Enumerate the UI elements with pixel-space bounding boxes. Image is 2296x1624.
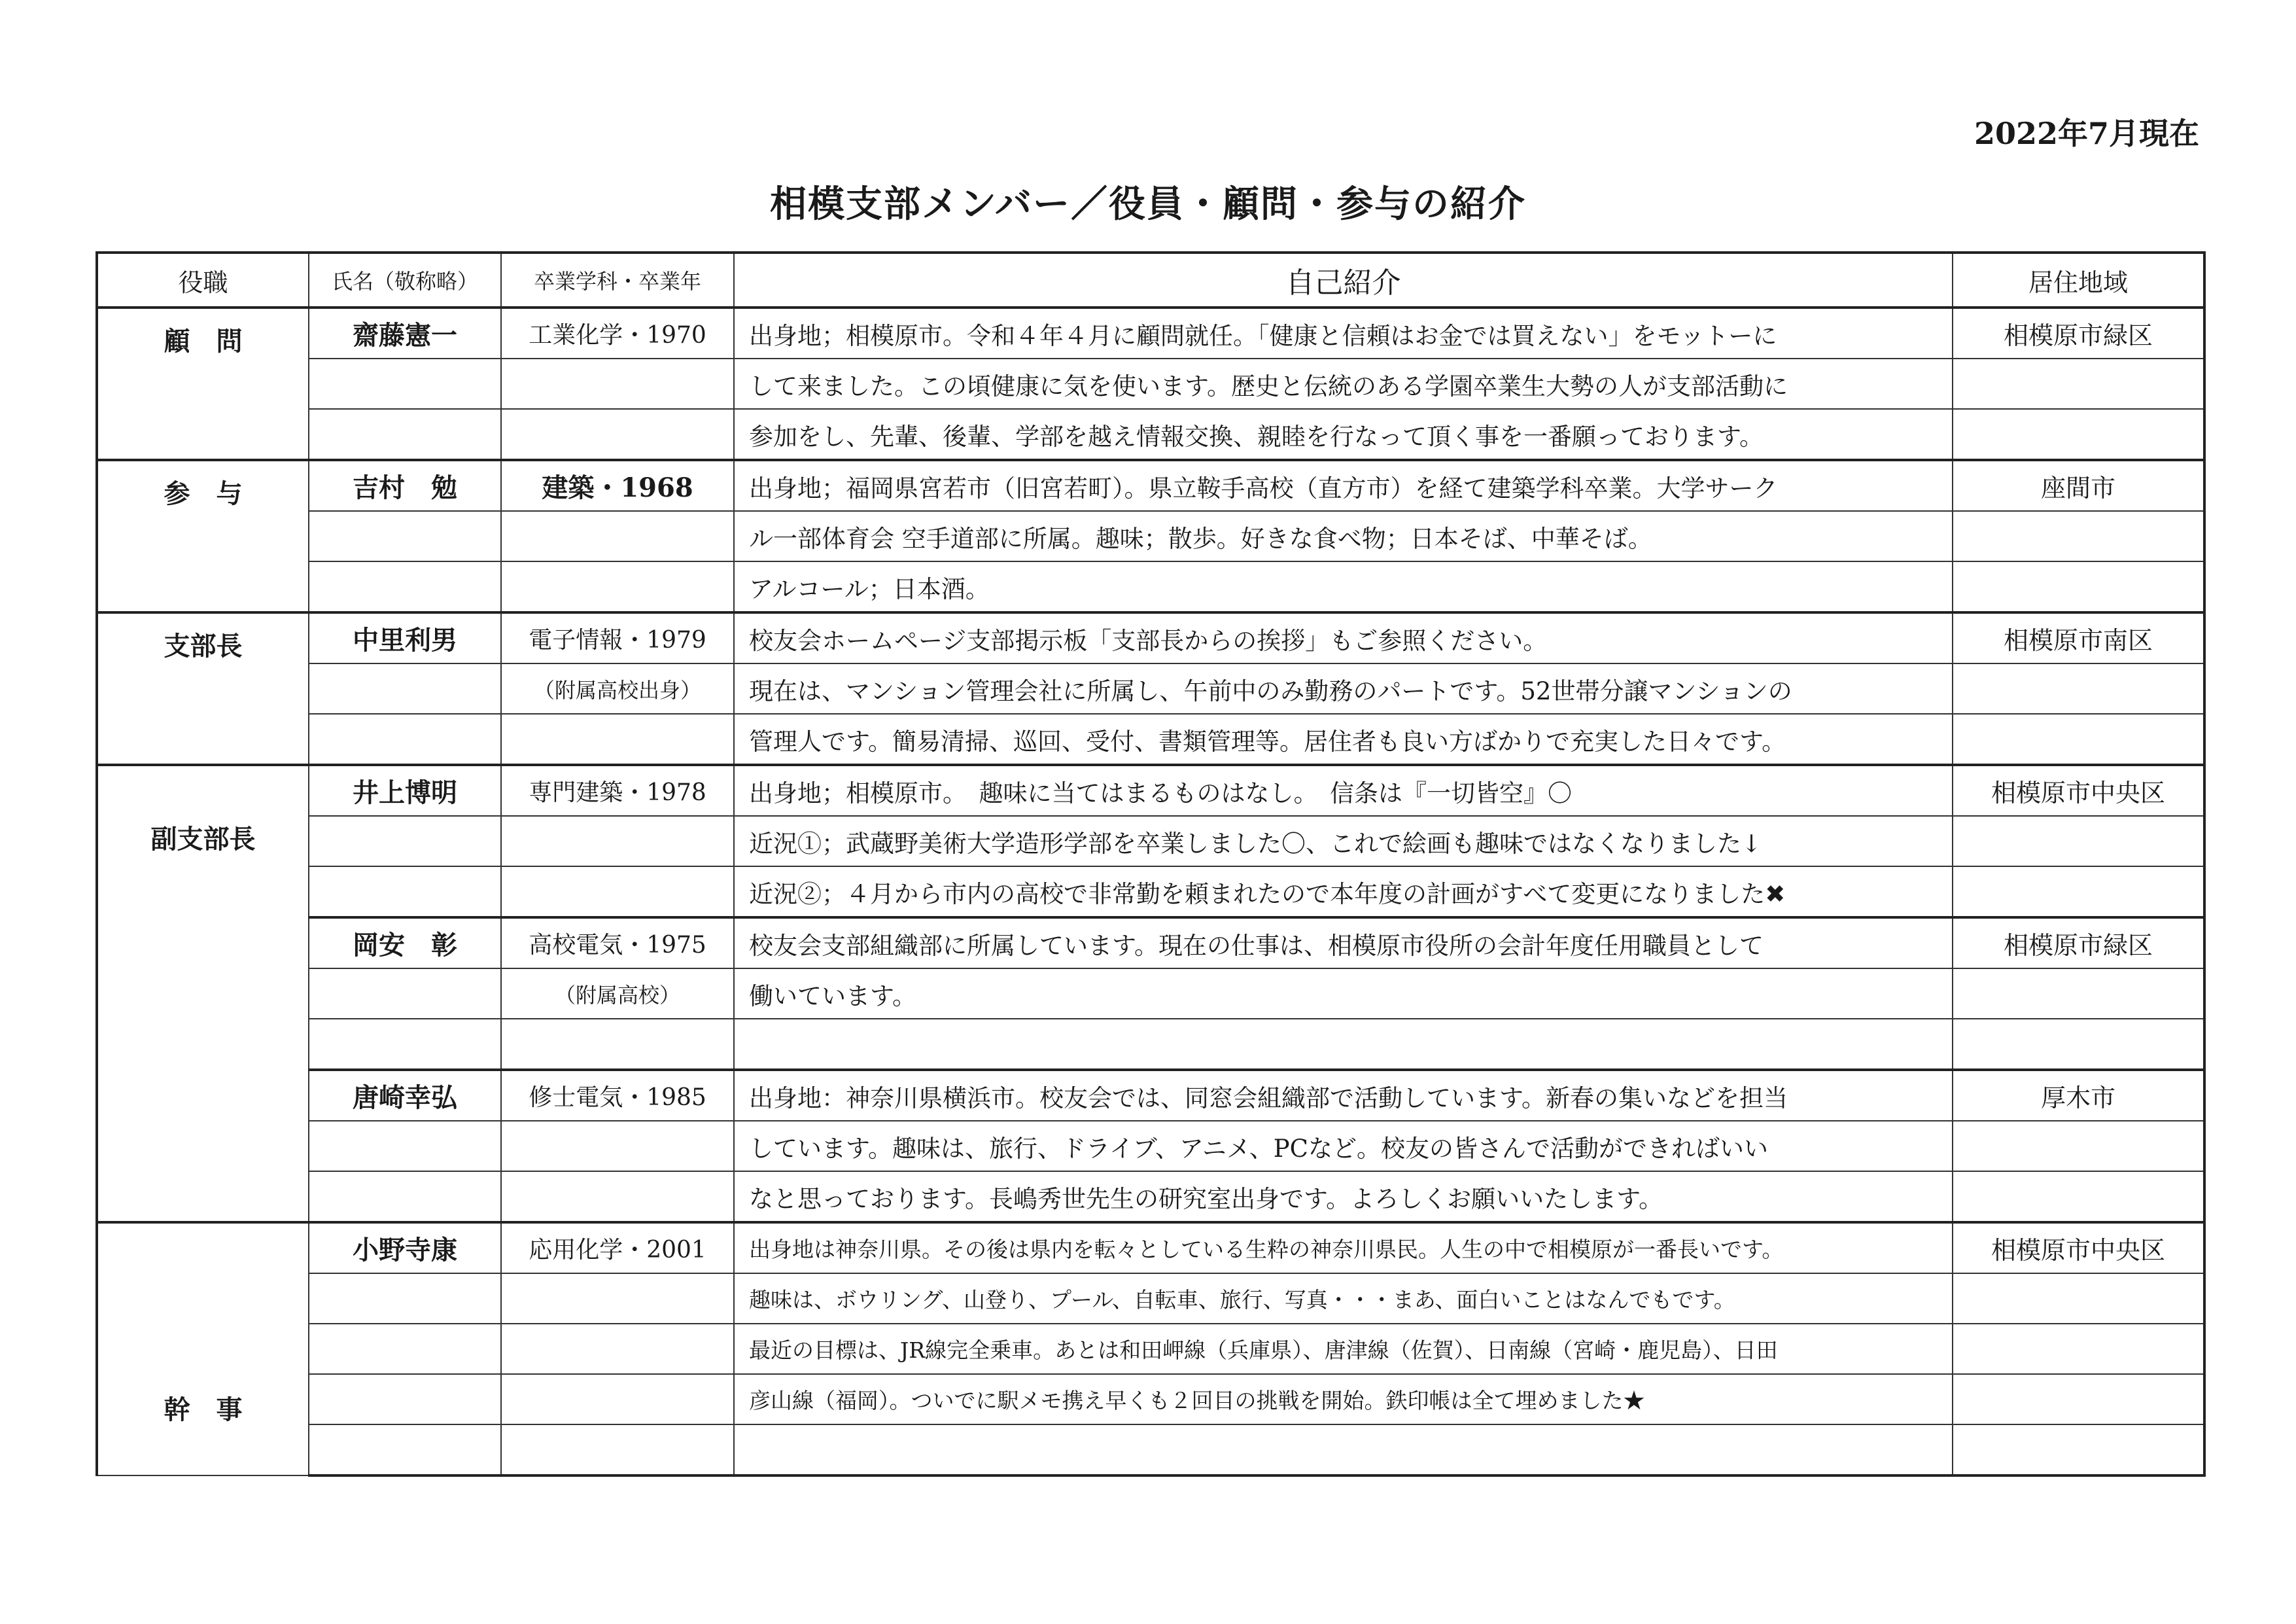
member-area: 相模原市緑区 xyxy=(1953,917,2204,968)
table-row xyxy=(97,1171,2204,1222)
member-dept-note: （附属高校出身） xyxy=(501,663,734,714)
intro-line: 出身地：神奈川県横浜市。校友会では、同窓会組織部で活動しています。新春の集いなどを担当 xyxy=(734,1070,1953,1121)
table-row xyxy=(97,1121,2204,1171)
intro-line: 最近の目標は、JR線完全乗車。あとは和田岬線（兵庫県）、唐津線（佐賀）、日南線（宮崎・鹿児島）、日田 xyxy=(734,1324,1953,1374)
role-cell: 顧 問 xyxy=(97,308,309,460)
empty-cell xyxy=(1953,968,2204,1019)
empty-cell xyxy=(501,1374,734,1424)
as-of-date: 2022年7月現在 xyxy=(1974,116,2199,151)
empty-cell xyxy=(501,1019,734,1070)
page-title: 相模支部メンバー／役員・顧問・参与の紹介 xyxy=(769,183,1527,226)
member-area: 厚木市 xyxy=(1953,1070,2204,1121)
intro-line: ル一部体育会 空手道部に所属。趣味；散歩。好きな食べ物；日本そば、中華そば。 xyxy=(734,511,1953,561)
empty-cell xyxy=(309,816,501,866)
empty-cell xyxy=(1953,1019,2204,1070)
column-header-area: 居住地域 xyxy=(1953,253,2204,308)
empty-cell xyxy=(309,561,501,612)
empty-cell xyxy=(1953,1324,2204,1374)
intro-line: しています。趣味は、旅行、ドライブ、アニメ、PCなど。校友の皆さんで活動ができればいい xyxy=(734,1121,1953,1171)
table-row xyxy=(97,1019,2204,1070)
empty-cell xyxy=(309,663,501,714)
intro-line: 校友会ホームページ支部掲示板「支部長からの挨拶」もご参照ください。 xyxy=(734,612,1953,663)
intro-line: 彦山線（福岡）。ついでに駅メモ携え早くも２回目の挑戦を開始。鉄印帳は全て埋めました★ xyxy=(734,1374,1953,1424)
empty-cell xyxy=(501,561,734,612)
empty-cell xyxy=(501,1171,734,1222)
intro-line: 近況①；武蔵野美術大学造形学部を卒業しました〇、これで絵画も趣味ではなくなりました↓ xyxy=(734,816,1953,866)
empty-cell xyxy=(1953,1424,2204,1475)
intro-line: 出身地；相模原市。令和４年４月に顧問就任。「健康と信頼はお金では買えない」をモットーに xyxy=(734,308,1953,359)
table-row xyxy=(97,359,2204,409)
empty-cell xyxy=(309,714,501,765)
empty-cell xyxy=(1953,816,2204,866)
table-row xyxy=(97,409,2204,460)
empty-cell xyxy=(501,1324,734,1374)
member-dept: 高校電気・1975 xyxy=(501,917,734,968)
intro-line: 出身地；福岡県宮若市（旧宮若町）。県立鞍手高校（直方市）を経て建築学科卒業。大学サーク xyxy=(734,460,1953,511)
role-cell: 副支部長 xyxy=(97,765,309,1222)
intro-line: 現在は、マンション管理会社に所属し、午前中のみ勤務のパートです。52世帯分譲マンションの xyxy=(734,663,1953,714)
table-row xyxy=(97,612,2204,663)
table-row xyxy=(97,968,2204,1019)
member-area: 相模原市中央区 xyxy=(1953,1222,2204,1273)
intro-line: して来ました。この頃健康に気を使います。歴史と伝統のある学園卒業生大勢の人が支部活動に xyxy=(734,359,1953,409)
table-row xyxy=(97,1424,2204,1475)
table-row xyxy=(97,917,2204,968)
table-row xyxy=(97,765,2204,816)
empty-cell xyxy=(501,816,734,866)
empty-cell xyxy=(1953,714,2204,765)
empty-cell xyxy=(1953,561,2204,612)
intro-line: 働いています。 xyxy=(734,968,1953,1019)
empty-cell xyxy=(309,1171,501,1222)
intro-line: 出身地は神奈川県。その後は県内を転々としている生粋の神奈川県民。人生の中で相模原が一番長いです。 xyxy=(734,1222,1953,1273)
table-header-row xyxy=(97,253,2204,308)
empty-cell xyxy=(501,1121,734,1171)
empty-cell xyxy=(501,714,734,765)
role-cell: 参 与 xyxy=(97,460,309,612)
member-area: 相模原市中央区 xyxy=(1953,765,2204,816)
intro-line: 校友会支部組織部に所属しています。現在の仕事は、相模原市役所の会計年度任用職員として xyxy=(734,917,1953,968)
member-name: 吉村 勉 xyxy=(309,460,501,511)
member-name: 井上博明 xyxy=(309,765,501,816)
empty-cell xyxy=(1953,1273,2204,1324)
intro-line xyxy=(734,1019,1953,1070)
empty-cell xyxy=(309,511,501,561)
member-name: 岡安 彰 xyxy=(309,917,501,968)
member-dept: 電子情報・1979 xyxy=(501,612,734,663)
intro-line: 出身地；相模原市。 趣味に当てはまるものはなし。 信条は『一切皆空』〇 xyxy=(734,765,1953,816)
table-row xyxy=(97,1273,2204,1324)
member-name: 中里利男 xyxy=(309,612,501,663)
empty-cell xyxy=(309,968,501,1019)
empty-cell xyxy=(1953,1171,2204,1222)
table-row xyxy=(97,1374,2204,1424)
role-cell: 幹 事 xyxy=(97,1222,309,1475)
empty-cell xyxy=(1953,1374,2204,1424)
column-header-name: 氏名（敬称略） xyxy=(309,253,501,308)
empty-cell xyxy=(501,409,734,460)
empty-cell xyxy=(309,1424,501,1475)
table-row xyxy=(97,561,2204,612)
empty-cell xyxy=(501,1273,734,1324)
intro-line: なと思っております。長嶋秀世先生の研究室出身です。よろしくお願いいたします。 xyxy=(734,1171,1953,1222)
empty-cell xyxy=(1953,1121,2204,1171)
empty-cell xyxy=(309,1374,501,1424)
empty-cell xyxy=(1953,663,2204,714)
empty-cell xyxy=(1953,409,2204,460)
member-dept: 建築・1968 xyxy=(501,460,734,511)
role-cell: 支部長 xyxy=(97,612,309,765)
intro-line: 趣味は、ボウリング、山登り、プール、自転車、旅行、写真・・・まあ、面白いことはなんでもです。 xyxy=(734,1273,1953,1324)
empty-cell xyxy=(309,1273,501,1324)
table-row xyxy=(97,460,2204,511)
intro-line: 参加をし、先輩、後輩、学部を越え情報交換、親睦を行なって頂く事を一番願っております。 xyxy=(734,409,1953,460)
table-row xyxy=(97,308,2204,359)
member-name: 小野寺康 xyxy=(309,1222,501,1273)
empty-cell xyxy=(1953,359,2204,409)
column-header-intro: 自己紹介 xyxy=(734,253,1953,308)
empty-cell xyxy=(309,359,501,409)
empty-cell xyxy=(501,359,734,409)
member-dept-note: （附属高校） xyxy=(501,968,734,1019)
table-row xyxy=(97,1222,2204,1273)
member-dept: 工業化学・1970 xyxy=(501,308,734,359)
table-row xyxy=(97,1070,2204,1121)
empty-cell xyxy=(501,511,734,561)
member-name: 齋藤憲一 xyxy=(309,308,501,359)
member-dept: 専門建築・1978 xyxy=(501,765,734,816)
member-name: 唐崎幸弘 xyxy=(309,1070,501,1121)
empty-cell xyxy=(501,1424,734,1475)
member-area: 相模原市緑区 xyxy=(1953,308,2204,359)
column-header-dept: 卒業学科・卒業年 xyxy=(501,253,734,308)
empty-cell xyxy=(1953,511,2204,561)
member-area: 相模原市南区 xyxy=(1953,612,2204,663)
intro-line: アルコール；日本酒。 xyxy=(734,561,1953,612)
table-row xyxy=(97,511,2204,561)
table-row xyxy=(97,1324,2204,1374)
intro-line: 近況②；４月から市内の高校で非常勤を頼まれたので本年度の計画がすべて変更になりました✖ xyxy=(734,866,1953,917)
table-row xyxy=(97,714,2204,765)
table-row xyxy=(97,866,2204,917)
empty-cell xyxy=(309,409,501,460)
table-row xyxy=(97,663,2204,714)
table-row xyxy=(97,816,2204,866)
empty-cell xyxy=(309,1324,501,1374)
column-header-role: 役職 xyxy=(97,253,309,308)
intro-line xyxy=(734,1424,1953,1475)
empty-cell xyxy=(309,1019,501,1070)
member-area: 座間市 xyxy=(1953,460,2204,511)
member-table xyxy=(96,251,2206,1477)
empty-cell xyxy=(309,866,501,917)
empty-cell xyxy=(1953,866,2204,917)
intro-line: 管理人です。簡易清掃、巡回、受付、書類管理等。居住者も良い方ばかりで充実した日々です。 xyxy=(734,714,1953,765)
empty-cell xyxy=(501,866,734,917)
member-dept: 修士電気・1985 xyxy=(501,1070,734,1121)
empty-cell xyxy=(309,1121,501,1171)
member-dept: 応用化学・2001 xyxy=(501,1222,734,1273)
